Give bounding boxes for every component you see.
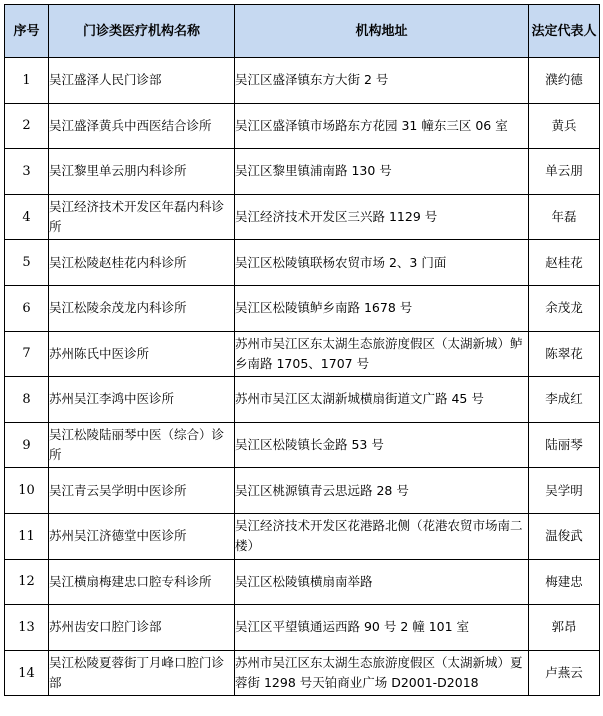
- table-row: [5, 149, 600, 195]
- row-name: 吴江青云吴学明中医诊所: [49, 468, 235, 514]
- row-no: 13: [5, 605, 49, 651]
- row-representative: 年磊: [529, 194, 600, 240]
- row-representative: 梅建忠: [529, 559, 600, 605]
- row-name: 苏州吴江济德堂中医诊所: [49, 513, 235, 559]
- header-no: 序号: [5, 5, 49, 58]
- table-row: [5, 240, 600, 286]
- row-address: 苏州市吴江区东太湖生态旅游度假区（太湖新城）夏蓉街 1298 号天铂商业广场 D2001-D2018: [235, 650, 529, 696]
- table-row: [5, 58, 600, 104]
- row-no: 5: [5, 240, 49, 286]
- row-address: 吴江区桃源镇青云思远路 28 号: [235, 468, 529, 514]
- row-no: 6: [5, 285, 49, 331]
- row-address: 吴江经济技术开发区花港路北侧（花港农贸市场南二楼）: [235, 513, 529, 559]
- table-row: [5, 650, 600, 696]
- row-no: 7: [5, 331, 49, 377]
- table-row: [5, 513, 600, 559]
- row-no: 9: [5, 422, 49, 468]
- clinic-table: [4, 4, 600, 696]
- table-row: [5, 605, 600, 651]
- row-name: 吴江经济技术开发区年磊内科诊所: [49, 194, 235, 240]
- row-representative: 陆丽琴: [529, 422, 600, 468]
- table-row: [5, 468, 600, 514]
- row-no: 14: [5, 650, 49, 696]
- row-address: 吴江区平望镇通运西路 90 号 2 幢 101 室: [235, 605, 529, 651]
- table-row: [5, 377, 600, 423]
- row-name: 苏州齿安口腔门诊部: [49, 605, 235, 651]
- row-representative: 吴学明: [529, 468, 600, 514]
- row-name: 吴江松陵赵桂花内科诊所: [49, 240, 235, 286]
- row-no: 3: [5, 149, 49, 195]
- table-row: [5, 285, 600, 331]
- row-no: 8: [5, 377, 49, 423]
- row-name: 吴江盛泽黄兵中西医结合诊所: [49, 103, 235, 149]
- row-name: 苏州吴江李鸿中医诊所: [49, 377, 235, 423]
- table-row: [5, 331, 600, 377]
- row-representative: 赵桂花: [529, 240, 600, 286]
- row-address: 吴江区松陵镇长金路 53 号: [235, 422, 529, 468]
- row-address: 吴江经济技术开发区三兴路 1129 号: [235, 194, 529, 240]
- row-no: 10: [5, 468, 49, 514]
- row-address: 吴江区盛泽镇东方大街 2 号: [235, 58, 529, 104]
- row-no: 4: [5, 194, 49, 240]
- row-address: 苏州市吴江区太湖新城横扇街道文广路 45 号: [235, 377, 529, 423]
- row-representative: 黄兵: [529, 103, 600, 149]
- row-address: 吴江区盛泽镇市场路东方花园 31 幢东三区 06 室: [235, 103, 529, 149]
- row-name: 吴江横扇梅建忠口腔专科诊所: [49, 559, 235, 605]
- row-name: 吴江松陵夏蓉街丁月峰口腔门诊部: [49, 650, 235, 696]
- row-no: 2: [5, 103, 49, 149]
- row-no: 11: [5, 513, 49, 559]
- header-representative: 法定代表人: [529, 5, 600, 58]
- row-representative: 濮约德: [529, 58, 600, 104]
- row-representative: 郭昂: [529, 605, 600, 651]
- row-no: 1: [5, 58, 49, 104]
- row-representative: 李成红: [529, 377, 600, 423]
- row-representative: 余茂龙: [529, 285, 600, 331]
- row-name: 吴江盛泽人民门诊部: [49, 58, 235, 104]
- row-name: 苏州陈氏中医诊所: [49, 331, 235, 377]
- row-no: 12: [5, 559, 49, 605]
- row-address: 吴江区松陵镇联杨农贸市场 2、3 门面: [235, 240, 529, 286]
- row-name: 吴江松陵余茂龙内科诊所: [49, 285, 235, 331]
- header-name: 门诊类医疗机构名称: [49, 5, 235, 58]
- table-header-row: [5, 5, 600, 58]
- row-address: 苏州市吴江区东太湖生态旅游度假区（太湖新城）鲈乡南路 1705、1707 号: [235, 331, 529, 377]
- table-row: [5, 422, 600, 468]
- row-address: 吴江区松陵镇横扇南举路: [235, 559, 529, 605]
- row-address: 吴江区松陵镇鲈乡南路 1678 号: [235, 285, 529, 331]
- row-representative: 陈翠花: [529, 331, 600, 377]
- table-row: [5, 559, 600, 605]
- header-address: 机构地址: [235, 5, 529, 58]
- row-representative: 温俊武: [529, 513, 600, 559]
- row-address: 吴江区黎里镇浦南路 130 号: [235, 149, 529, 195]
- row-name: 吴江松陵陆丽琴中医（综合）诊所: [49, 422, 235, 468]
- row-representative: 单云朋: [529, 149, 600, 195]
- row-representative: 卢燕云: [529, 650, 600, 696]
- row-name: 吴江黎里单云朋内科诊所: [49, 149, 235, 195]
- table-row: [5, 194, 600, 240]
- table-row: [5, 103, 600, 149]
